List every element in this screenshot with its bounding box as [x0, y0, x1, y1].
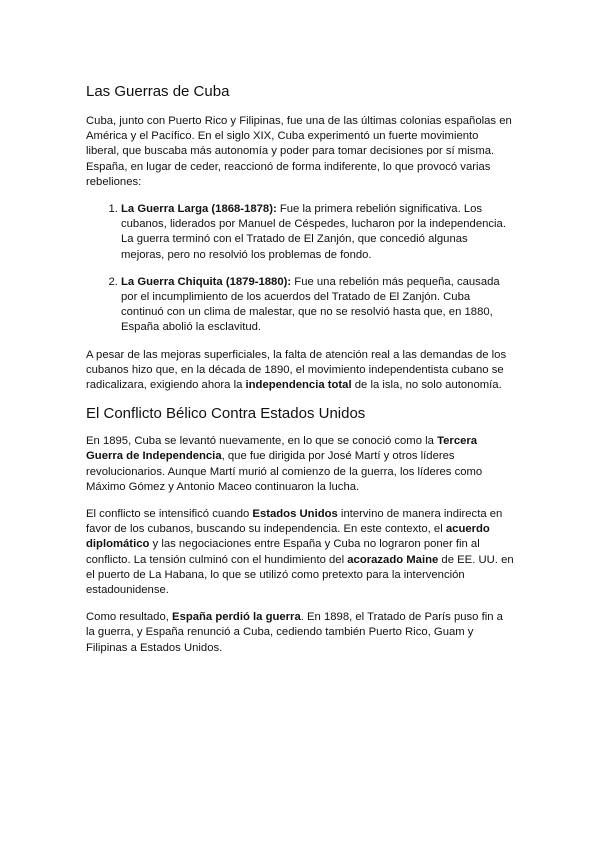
text-run: A pesar de las mejoras superficiales, la falta de atención real a las demandas de los cubanos hizo que, en la década de 1890, el movimiento independentista cubano se radicalizara, exigiendo ahora la	[86, 348, 507, 392]
text-run: intervino de manera indirecta en favor de los cubanos, buscando su independencia. En este contexto, el	[86, 508, 503, 536]
paragraph-1895	[86, 434, 514, 495]
bold-text: independencia total	[245, 379, 352, 392]
bold-text: España perdió la guerra	[172, 611, 301, 624]
text-run: Como resultado,	[86, 611, 173, 624]
text-run: . En 1898, el Tratado de París puso fin a la guerra, y España renunció a Cuba, cediendo también Puerto Rico, Guam y Filipinas a Estados Unidos.	[86, 611, 503, 654]
list-item-guerra-larga	[121, 202, 514, 263]
text-run: , que fue dirigida por José Martí y otros líderes revolucionarios. Aunque Martí murió al comienzo de la guerra, los líderes como Máximo Gómez y Antonio Maceo continuaron la lucha.	[86, 450, 483, 493]
text-run: El conflicto se intensificó cuando	[86, 508, 253, 521]
war-description: Fue la primera rebelión significativa. Los cubanos, liderados por Manuel de Céspedes, lucharon por la independencia. La guerra terminó con el Tratado de El Zanjón, que concedió algunas mejoras, pero no resolvió los problemas de fondo.	[121, 203, 506, 261]
war-colon: :	[272, 203, 277, 216]
war-colon: :	[287, 275, 292, 288]
war-name: La Guerra Chiquita (1879-1880)	[121, 275, 288, 288]
section-title-guerras: Las Guerras de Cuba	[86, 83, 230, 100]
war-description: Fue una rebelión más pequeña, causada por el incumplimiento de los acuerdos del Tratado de El Zanjón. Cuba continuó con un clima de malestar, que no se resolvió hasta que, en 1880, España abolió la esclavitud.	[121, 275, 500, 334]
bold-text: Tercera Guerra de Independencia	[86, 435, 478, 463]
bold-text: Estados Unidos	[252, 508, 338, 521]
text-run: En 1895, Cuba se levantó nuevamente, en lo que se conoció como la	[86, 435, 438, 448]
text-run: y las negociaciones entre España y Cuba no lograron poner fin al conflicto. La tensión culminó con el hundimiento del	[86, 538, 480, 566]
intro-paragraph: Cuba, junto con Puerto Rico y Filipinas, fue una de las últimas colonias españolas en América y el Pacífico. En el siglo XIX, Cuba experimentó un fuerte movimiento liberal, que buscaba más autonomía y poder para tomar decisiones por sí misma. España, en lugar de ceder, reaccionó de forma indiferente, lo que provocó varias rebeliones:	[86, 115, 512, 188]
text-run: de la isla, no solo autonomía.	[351, 379, 502, 392]
war-name: La Guerra Larga (1868-1878)	[121, 203, 273, 216]
text-run: de EE. UU. en el puerto de La Habana, lo que se utilizó como pretexto para la intervención estadounidense.	[86, 553, 514, 597]
section-title-conflicto: El Conflicto Bélico Contra Estados Unidos	[86, 405, 366, 423]
conclusion-paragraph	[86, 348, 514, 394]
wars-list	[86, 202, 514, 336]
paragraph-resultado	[86, 610, 514, 656]
paragraph-conflicto	[86, 507, 514, 598]
bold-text: acuerdo diplomático	[86, 523, 490, 551]
bold-text: acorazado Maine	[347, 553, 439, 566]
list-item-guerra-chiquita	[121, 275, 514, 336]
